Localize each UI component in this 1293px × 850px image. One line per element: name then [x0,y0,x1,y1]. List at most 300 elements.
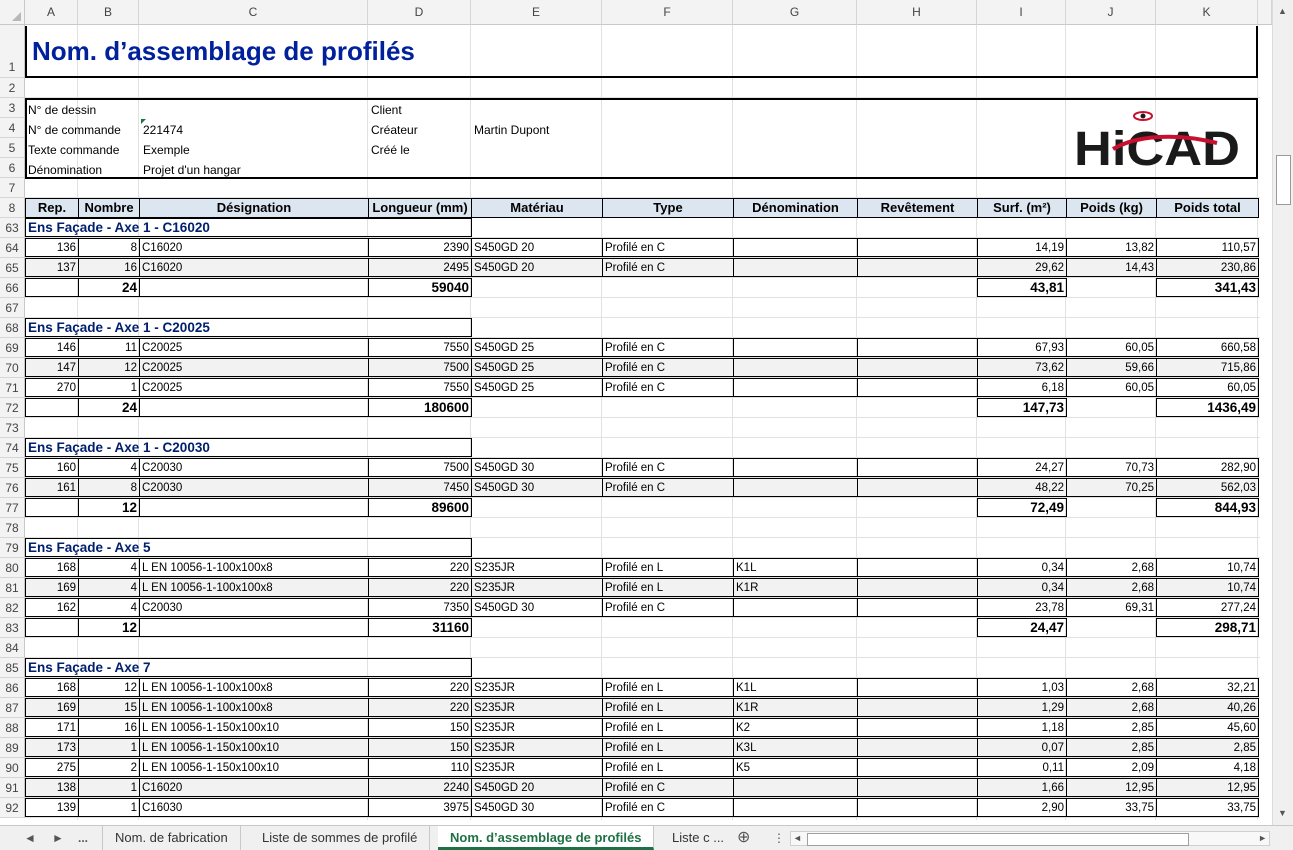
data-cell-b[interactable]: 16 [78,718,140,737]
data-cell-j[interactable]: 12,95 [1066,778,1157,797]
row-header[interactable]: 8 [0,198,25,218]
data-cell-d[interactable]: 150 [368,718,472,737]
data-cell-c[interactable]: C20025 [139,338,369,357]
data-cell-h[interactable] [857,478,978,497]
data-cell-b[interactable]: 1 [78,798,140,817]
data-cell-g[interactable] [733,478,858,497]
data-cell-d[interactable]: 7550 [368,378,472,397]
data-cell-h[interactable] [857,718,978,737]
data-cell-e[interactable]: S450GD 20 [471,238,603,257]
row-header[interactable]: 64 [0,238,25,258]
data-cell-h[interactable] [857,558,978,577]
data-cell-j[interactable]: 2,09 [1066,758,1157,777]
table-row [25,318,1260,338]
data-cell-f[interactable]: Profilé en L [602,718,734,737]
data-cell-e[interactable]: S235JR [471,698,603,717]
select-all-corner[interactable] [0,0,25,25]
data-cell-d[interactable]: 220 [368,678,472,697]
row-header[interactable]: 73 [0,418,25,438]
row-header[interactable]: 92 [0,798,25,818]
total-cell-b[interactable]: 12 [78,498,140,517]
row-header[interactable]: 1 [0,25,25,78]
data-cell-f[interactable]: Profilé en L [602,678,734,697]
data-cell-f[interactable]: Profilé en L [602,578,734,597]
data-cell-k[interactable]: 110,57 [1156,238,1259,257]
data-cell-h[interactable] [857,378,978,397]
total-cell-i[interactable]: 24,47 [977,618,1067,637]
data-cell-d[interactable]: 220 [368,698,472,717]
data-cell-f[interactable]: Profilé en C [602,358,734,377]
row-header[interactable]: 88 [0,718,25,738]
data-cell-d[interactable]: 7350 [368,598,472,617]
data-cell-g[interactable]: K1L [733,558,858,577]
data-cell-i[interactable]: 29,62 [977,258,1067,277]
tab-ellipsis[interactable]: ... [78,831,89,845]
row-header[interactable]: 85 [0,658,25,678]
tab-more: ... [713,830,725,845]
data-cell-g[interactable]: K1R [733,698,858,717]
data-cell-c[interactable]: C20025 [139,378,369,397]
row-header[interactable]: 71 [0,378,25,398]
column-title-2[interactable]: Nombre [78,198,140,218]
data-cell-h[interactable] [857,358,978,377]
row-header[interactable]: 78 [0,518,25,538]
row-header[interactable]: 75 [0,458,25,478]
row-header[interactable]: 86 [0,678,25,698]
data-cell-g[interactable]: K2 [733,718,858,737]
data-cell-j[interactable]: 2,85 [1066,738,1157,757]
data-cell-a[interactable]: 270 [25,378,79,397]
data-cell-a[interactable]: 161 [25,478,79,497]
scroll-down-icon[interactable]: ▼ [1278,808,1287,818]
data-cell-d[interactable]: 150 [368,738,472,757]
data-cell-d[interactable]: 3975 [368,798,472,817]
data-cell-g[interactable] [733,598,858,617]
column-title-7[interactable]: Dénomination [733,198,858,218]
column-title-4[interactable]: Longueur (mm) [368,198,472,218]
column-header-h[interactable]: H [857,0,977,25]
data-cell-e[interactable]: S450GD 30 [471,598,603,617]
data-cell-i[interactable]: 6,18 [977,378,1067,397]
tab-scroll-right-icon[interactable]: ► [52,831,64,845]
data-cell-i[interactable]: 1,18 [977,718,1067,737]
row-header[interactable]: 63 [0,218,25,238]
data-cell-f[interactable]: Profilé en L [602,758,734,777]
vertical-scroll-thumb[interactable] [1276,155,1291,205]
data-cell-i[interactable]: 73,62 [977,358,1067,377]
data-cell-g[interactable] [733,378,858,397]
column-header-e[interactable]: E [471,0,602,25]
data-cell-e[interactable]: S235JR [471,558,603,577]
data-cell-i[interactable]: 23,78 [977,598,1067,617]
data-cell-a[interactable]: 136 [25,238,79,257]
data-cell-j[interactable]: 2,68 [1066,678,1157,697]
data-cell-g[interactable]: K3L [733,738,858,757]
data-cell-j[interactable]: 60,05 [1066,378,1157,397]
column-header-f[interactable]: F [602,0,733,25]
section-title[interactable]: Ens Façade - Axe 7 [25,658,472,677]
row-header[interactable]: 7 [0,178,25,198]
data-cell-c[interactable]: C20025 [139,358,369,377]
column-header-d[interactable]: D [368,0,471,25]
data-cell-h[interactable] [857,758,978,777]
data-cell-j[interactable]: 14,43 [1066,258,1157,277]
data-cell-d[interactable]: 2495 [368,258,472,277]
data-cell-e[interactable]: S235JR [471,738,603,757]
data-cell-e[interactable]: S450GD 30 [471,478,603,497]
data-cell-h[interactable] [857,458,978,477]
data-cell-a[interactable]: 168 [25,558,79,577]
column-title-5[interactable]: Matériau [471,198,603,218]
column-header-j[interactable]: J [1066,0,1156,25]
total-cell-i[interactable]: 72,49 [977,498,1067,517]
tab-scroll-left-icon[interactable]: ◄ [24,831,36,845]
tab-nom-assemblage[interactable]: Nom. d’assemblage de profilés [438,826,654,850]
total-cell-i[interactable]: 43,81 [977,278,1067,297]
data-cell-f[interactable]: Profilé en L [602,558,734,577]
data-cell-j[interactable]: 2,68 [1066,698,1157,717]
row-header[interactable]: 79 [0,538,25,558]
data-cell-k[interactable]: 60,05 [1156,378,1259,397]
data-cell-c[interactable]: C20030 [139,478,369,497]
row-header[interactable]: 70 [0,358,25,378]
data-cell-c[interactable]: L EN 10056-1-150x100x10 [139,738,369,757]
data-cell-c[interactable]: C16020 [139,238,369,257]
data-cell-a[interactable]: 168 [25,678,79,697]
data-cell-i[interactable]: 24,27 [977,458,1067,477]
data-cell-i[interactable]: 2,90 [977,798,1067,817]
order-number-value[interactable]: 221474 [143,123,184,137]
data-cell-j[interactable]: 70,25 [1066,478,1157,497]
data-cell-k[interactable]: 562,03 [1156,478,1259,497]
data-cell-k[interactable]: 12,95 [1156,778,1259,797]
data-cell-b[interactable]: 4 [78,578,140,597]
data-cell-k[interactable]: 10,74 [1156,558,1259,577]
scroll-up-icon[interactable]: ▲ [1278,6,1287,16]
data-cell-b[interactable]: 8 [78,238,140,257]
column-header-i[interactable]: I [977,0,1066,25]
designation-value[interactable]: Projet d'un hangar [143,163,241,177]
data-cell-k[interactable]: 715,86 [1156,358,1259,377]
data-cell-e[interactable]: S450GD 20 [471,778,603,797]
data-cell-e[interactable]: S235JR [471,678,603,697]
data-cell-b[interactable]: 2 [78,758,140,777]
data-cell-j[interactable]: 59,66 [1066,358,1157,377]
column-title-1[interactable]: Rep. [25,198,79,218]
total-cell-k[interactable]: 298,71 [1156,618,1259,637]
row-header[interactable]: 67 [0,298,25,318]
data-cell-f[interactable]: Profilé en C [602,778,734,797]
data-cell-i[interactable]: 0,11 [977,758,1067,777]
total-cell-k[interactable]: 844,93 [1156,498,1259,517]
data-cell-a[interactable]: 173 [25,738,79,757]
data-cell-j[interactable]: 70,73 [1066,458,1157,477]
table-row [25,538,1260,558]
column-title-6[interactable]: Type [602,198,734,218]
data-cell-g[interactable]: K5 [733,758,858,777]
data-cell-h[interactable] [857,338,978,357]
data-cell-a[interactable]: 139 [25,798,79,817]
data-cell-c[interactable]: C16030 [139,798,369,817]
total-empty-cell [139,498,369,517]
data-cell-i[interactable]: 0,34 [977,578,1067,597]
data-cell-h[interactable] [857,698,978,717]
tab-nom-de-fabrication[interactable]: Nom. de fabrication [102,826,241,850]
data-cell-j[interactable]: 69,31 [1066,598,1157,617]
data-cell-b[interactable]: 4 [78,598,140,617]
data-cell-b[interactable]: 12 [78,358,140,377]
data-cell-a[interactable]: 147 [25,358,79,377]
data-cell-j[interactable]: 2,68 [1066,558,1157,577]
data-cell-f[interactable]: Profilé en L [602,698,734,717]
data-cell-c[interactable]: L EN 10056-1-100x100x8 [139,558,369,577]
row-header[interactable]: 81 [0,578,25,598]
data-cell-b[interactable]: 8 [78,478,140,497]
data-cell-g[interactable]: K1L [733,678,858,697]
column-header-a[interactable]: A [25,0,78,25]
data-cell-b[interactable]: 4 [78,558,140,577]
data-cell-d[interactable]: 7550 [368,338,472,357]
data-cell-c[interactable]: C16020 [139,258,369,277]
data-cell-j[interactable]: 60,05 [1066,338,1157,357]
row-header[interactable]: 87 [0,698,25,718]
data-cell-a[interactable]: 171 [25,718,79,737]
table-row [25,798,1260,818]
data-cell-a[interactable]: 160 [25,458,79,477]
data-cell-b[interactable]: 15 [78,698,140,717]
data-cell-f[interactable]: Profilé en C [602,378,734,397]
data-cell-d[interactable]: 220 [368,558,472,577]
add-sheet-icon[interactable]: ⊕ [737,829,751,846]
scroll-right-icon[interactable]: ► [1258,833,1267,843]
data-cell-i[interactable]: 0,34 [977,558,1067,577]
data-cell-f[interactable]: Profilé en C [602,798,734,817]
data-cell-f[interactable]: Profilé en C [602,458,734,477]
row-header[interactable]: 84 [0,638,25,658]
data-cell-h[interactable] [857,678,978,697]
total-cell-d[interactable]: 31160 [368,618,472,637]
data-cell-h[interactable] [857,578,978,597]
row-header[interactable]: 68 [0,318,25,338]
column-title-3[interactable]: Désignation [139,198,369,218]
row-header[interactable]: 74 [0,438,25,458]
row-header[interactable]: 4 [0,118,25,138]
order-number-label: N° de commande [28,123,121,137]
data-cell-i[interactable]: 67,93 [977,338,1067,357]
tab-liste-c[interactable] [660,826,736,850]
row-header[interactable]: 66 [0,278,25,298]
data-cell-g[interactable] [733,238,858,257]
data-cell-k[interactable]: 230,86 [1156,258,1259,277]
column-header-b[interactable]: B [78,0,139,25]
data-cell-d[interactable]: 7450 [368,478,472,497]
data-cell-h[interactable] [857,598,978,617]
data-cell-g[interactable] [733,458,858,477]
row-header[interactable]: 2 [0,78,25,98]
horizontal-scrollbar[interactable] [790,831,1270,846]
data-cell-c[interactable]: L EN 10056-1-100x100x8 [139,698,369,717]
data-cell-h[interactable] [857,258,978,277]
row-header[interactable]: 80 [0,558,25,578]
data-cell-c[interactable]: L EN 10056-1-150x100x10 [139,758,369,777]
total-cell-b[interactable]: 12 [78,618,140,637]
row-header[interactable]: 91 [0,778,25,798]
data-cell-f[interactable]: Profilé en C [602,478,734,497]
section-title[interactable]: Ens Façade - Axe 5 [25,538,472,557]
data-cell-b[interactable]: 1 [78,738,140,757]
data-cell-b[interactable]: 4 [78,458,140,477]
data-cell-k[interactable]: 45,60 [1156,718,1259,737]
data-cell-k[interactable]: 4,18 [1156,758,1259,777]
data-cell-g[interactable] [733,798,858,817]
data-cell-c[interactable]: C16020 [139,778,369,797]
total-cell-d[interactable]: 89600 [368,498,472,517]
data-cell-k[interactable]: 660,58 [1156,338,1259,357]
column-title-10[interactable]: Poids (kg) [1066,198,1157,218]
data-cell-c[interactable]: C20030 [139,458,369,477]
data-cell-d[interactable]: 220 [368,578,472,597]
row-header[interactable]: 76 [0,478,25,498]
data-cell-k[interactable]: 10,74 [1156,578,1259,597]
row-header[interactable]: 77 [0,498,25,518]
data-cell-c[interactable]: L EN 10056-1-150x100x10 [139,718,369,737]
data-cell-b[interactable]: 12 [78,678,140,697]
horizontal-scroll-thumb[interactable] [807,833,1189,846]
table-row [25,578,1260,598]
data-cell-g[interactable] [733,358,858,377]
data-cell-d[interactable]: 7500 [368,358,472,377]
data-cell-i[interactable]: 48,22 [977,478,1067,497]
data-cell-i[interactable]: 1,29 [977,698,1067,717]
data-cell-j[interactable]: 2,68 [1066,578,1157,597]
table-row [25,558,1260,578]
data-cell-b[interactable]: 1 [78,778,140,797]
data-cell-d[interactable]: 110 [368,758,472,777]
data-cell-i[interactable]: 14,19 [977,238,1067,257]
column-title-11[interactable]: Poids total [1156,198,1259,218]
row-header[interactable]: 90 [0,758,25,778]
row-header[interactable]: 83 [0,618,25,638]
data-cell-f[interactable]: Profilé en L [602,738,734,757]
data-cell-e[interactable]: S235JR [471,718,603,737]
data-cell-j[interactable]: 2,85 [1066,718,1157,737]
data-cell-k[interactable]: 2,85 [1156,738,1259,757]
data-cell-f[interactable]: Profilé en C [602,338,734,357]
data-cell-e[interactable]: S235JR [471,578,603,597]
data-cell-e[interactable]: S450GD 25 [471,338,603,357]
data-cell-j[interactable]: 13,82 [1066,238,1157,257]
data-cell-b[interactable]: 1 [78,378,140,397]
data-cell-d[interactable]: 2240 [368,778,472,797]
row-header[interactable]: 82 [0,598,25,618]
data-cell-k[interactable]: 282,90 [1156,458,1259,477]
total-cell-i[interactable]: 147,73 [977,398,1067,417]
row-header[interactable]: 69 [0,338,25,358]
total-cell-d[interactable]: 180600 [368,398,472,417]
column-title-8[interactable]: Revêtement [857,198,978,218]
data-cell-a[interactable]: 169 [25,578,79,597]
data-cell-h[interactable] [857,778,978,797]
data-cell-b[interactable]: 11 [78,338,140,357]
data-cell-d[interactable]: 2390 [368,238,472,257]
total-cell-k[interactable]: 1436,49 [1156,398,1259,417]
total-empty-cell [139,618,369,637]
section-title[interactable]: Ens Façade - Axe 1 - C16020 [25,218,472,237]
split-handle-icon[interactable]: ⋮ [773,831,785,845]
data-cell-i[interactable]: 1,66 [977,778,1067,797]
tab-liste-de-sommes[interactable]: Liste de sommes de profilé [250,826,430,850]
data-cell-k[interactable]: 32,21 [1156,678,1259,697]
data-cell-a[interactable]: 138 [25,778,79,797]
data-cell-c[interactable]: C20030 [139,598,369,617]
data-cell-c[interactable]: L EN 10056-1-100x100x8 [139,578,369,597]
data-cell-h[interactable] [857,238,978,257]
total-cell-d[interactable]: 59040 [368,278,472,297]
row-header[interactable]: 65 [0,258,25,278]
data-cell-k[interactable]: 277,24 [1156,598,1259,617]
data-cell-d[interactable]: 7500 [368,458,472,477]
vertical-scrollbar[interactable] [1272,0,1293,825]
data-cell-e[interactable]: S450GD 30 [471,458,603,477]
data-cell-k[interactable]: 40,26 [1156,698,1259,717]
data-cell-f[interactable]: Profilé en C [602,258,734,277]
data-cell-g[interactable] [733,258,858,277]
data-cell-e[interactable]: S450GD 20 [471,258,603,277]
row-header[interactable]: 3 [0,98,25,118]
data-cell-e[interactable]: S450GD 30 [471,798,603,817]
column-header-k[interactable]: K [1156,0,1258,25]
data-cell-b[interactable]: 16 [78,258,140,277]
data-cell-j[interactable]: 33,75 [1066,798,1157,817]
data-cell-f[interactable]: Profilé en C [602,238,734,257]
data-cell-f[interactable]: Profilé en C [602,598,734,617]
data-cell-a[interactable]: 146 [25,338,79,357]
row-header[interactable]: 72 [0,398,25,418]
data-cell-e[interactable]: S450GD 25 [471,358,603,377]
scroll-left-icon[interactable]: ◄ [793,833,802,843]
row-header[interactable]: 89 [0,738,25,758]
table-row [25,218,1260,238]
data-cell-a[interactable]: 275 [25,758,79,777]
data-cell-c[interactable]: L EN 10056-1-100x100x8 [139,678,369,697]
column-header-c[interactable]: C [139,0,368,25]
creator-value[interactable]: Martin Dupont [474,123,550,137]
total-cell-k[interactable]: 341,43 [1156,278,1259,297]
data-cell-h[interactable] [857,798,978,817]
data-cell-g[interactable] [733,778,858,797]
section-title[interactable]: Ens Façade - Axe 1 - C20030 [25,438,472,457]
data-cell-h[interactable] [857,738,978,757]
data-cell-g[interactable] [733,338,858,357]
data-cell-i[interactable]: 0,07 [977,738,1067,757]
column-title-9[interactable]: Surf. (m²) [977,198,1067,218]
data-cell-g[interactable]: K1R [733,578,858,597]
order-text-value[interactable]: Exemple [143,143,190,157]
total-cell-b[interactable]: 24 [78,278,140,297]
data-cell-a[interactable]: 162 [25,598,79,617]
data-cell-k[interactable]: 33,75 [1156,798,1259,817]
column-header-g[interactable]: G [733,0,857,25]
row-header[interactable]: 5 [0,138,25,158]
row-header[interactable]: 6 [0,158,25,178]
data-cell-i[interactable]: 1,03 [977,678,1067,697]
data-cell-e[interactable]: S235JR [471,758,603,777]
data-cell-a[interactable]: 137 [25,258,79,277]
total-cell-b[interactable]: 24 [78,398,140,417]
data-cell-e[interactable]: S450GD 25 [471,378,603,397]
section-title[interactable]: Ens Façade - Axe 1 - C20025 [25,318,472,337]
data-cell-a[interactable]: 169 [25,698,79,717]
